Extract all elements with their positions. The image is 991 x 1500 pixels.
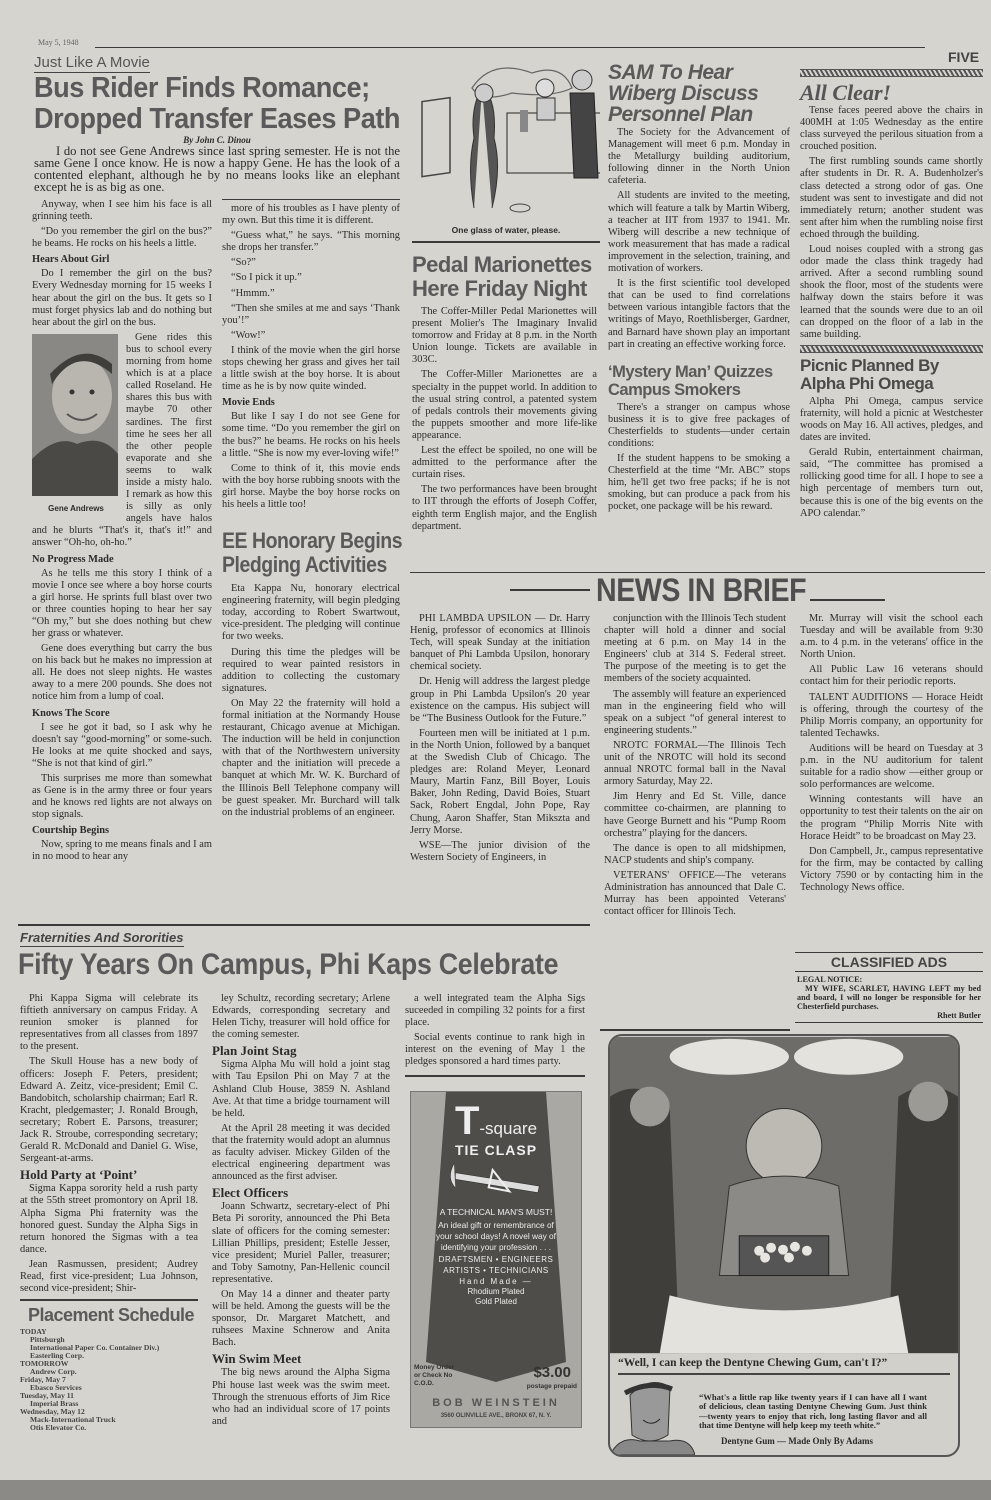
paragraph: Auditions will be heard on Tuesday at 3 p.m. in the NU auditorium for talent suitable for a radio show —either group or solo performances are welcome. <box>800 742 983 791</box>
bus-column-2 <box>222 203 400 511</box>
ad-address: 3560 OLINVILLE AVE., BRONX 67, N. Y. <box>440 1412 552 1419</box>
headline-line: Here Friday Night <box>412 276 587 301</box>
ad-made: Hand Made — <box>459 1276 533 1286</box>
paragraph: Do I remember the girl on the bus? Every Wednesday morning for 15 weeks I hear about the girl on the bus. It gets so I must forget physics lab and do nothing but hear about the girl on the bus. <box>32 268 212 328</box>
paragraph: ley Schultz, recording secretary; Arlene Edwards, corresponding secretary and Helen Tichy, treasurer will hold office for the coming semester. <box>212 993 390 1041</box>
cartoon-pedal-stack <box>412 58 600 536</box>
paragraph: Fourteen men will be initiated at 1 p.m. in the North Union, followed by a banquet at the Swedish Club of Chicago. The pledges are: Roland Meyer, Leonard Maury, Martin Fanz, Bill Boyer, Louis Baker, John Reding, David Boies, Stuart Sack, Robert Engdal, John Pope, Ray Chung, Aaron Shaffer, Stan Mikszta and Jerry Morse. <box>410 727 590 836</box>
news-banner-row <box>410 572 985 607</box>
paragraph: The Coffer-Miller Pedal Marionettes will present Molier's The Imaginary Invalid tomorrow and Friday at 8 p.m. in the North Union lounge. Tickets are available in 303C. <box>412 306 597 366</box>
placement-item: TOMORROW <box>20 1359 69 1369</box>
paragraph: Jim Henry and Ed St. Ville, dance committee co-chairmen, are planning to have George Burnett and his “Pump Room orchestra” playing for the dancers. <box>604 791 786 839</box>
dentyne-ad-wrap <box>600 1029 960 1457</box>
decorative-rule <box>800 345 983 353</box>
headline-line: Personnel Plan <box>608 103 753 126</box>
sam-mystery-stack <box>608 62 790 517</box>
paragraph: This surprises me more than somewhat as Gene is in the army three or four years and he knows red lights are not always on stop signals. <box>32 772 212 821</box>
page-date: May 5, 1948 <box>38 38 79 47</box>
headline-line: Campus Smokers <box>608 380 741 399</box>
headline-line: Bus Rider Finds Romance; <box>34 72 370 104</box>
placement-item: Otis Elevator Co. <box>30 1423 87 1433</box>
subheading: Win Swim Meet <box>212 1351 302 1367</box>
frat-column-1 <box>20 993 198 1295</box>
headline-line: EE Honorary Begins <box>222 528 403 554</box>
paragraph: more of his troubles as I have plenty of my own. But this time it is different. <box>222 203 400 227</box>
placement-schedule <box>20 1299 198 1432</box>
headline-line: ‘Mystery Man’ Quizzes <box>608 362 773 381</box>
paragraph: Alpha Phi Omega, campus service fraternity, will hold a picnic at Westchester woods on May 16. All actives, pledges, and dates are invited. <box>800 395 983 444</box>
placement-title: Placement Schedule <box>28 1305 195 1326</box>
news-column-c <box>800 613 983 897</box>
dentyne-brand: Dentyne Gum — Made Only By Adams <box>721 1436 874 1446</box>
news-column-a <box>410 613 590 867</box>
ad-professions: DRAFTSMEN • ENGINEERS <box>438 1254 554 1264</box>
subheading: Hold Party at ‘Point’ <box>20 1167 138 1183</box>
subheading: Hears About Girl <box>32 254 110 266</box>
paragraph: Phi Kappa Sigma will celebrate its fiftieth anniversary on campus Friday. A reunion smoker is planned for representatives from all classes from 1897 to the present. <box>20 993 198 1053</box>
paragraph: The Coffer-Miller Marionettes are a specialty in the puppet world. In addition to the usual string control, a patented system of pedals controls their movements giving the puppets smoother and more life-like appearance. <box>412 369 597 441</box>
paragraph: “So I pick it up.” <box>231 272 302 284</box>
headline-line: Dropped Transfer Eases Path <box>34 103 401 135</box>
paragraph: It is the first scientific tool developed that can be used to find correlations between various intangible factors that the writings of Mayo, Roethlisberger, Gardner, and Barnard have shown play an important part in creating an effective working force. <box>608 278 790 350</box>
mystery-article <box>608 402 790 514</box>
ad-plate: Rhodium Plated <box>467 1286 525 1296</box>
headline-line: Picnic Planned By <box>800 355 939 375</box>
portrait-photo <box>32 334 118 496</box>
paragraph: conjunction with the Illinois Tech student chapter will hold a dinner and social meeting at 6 p.m. on May 14 in the Engineers' club at 314 S. Federal street. The purpose of the meeting is to get the members of the society acquainted. <box>604 613 786 685</box>
ad-price: $3.00 <box>533 1363 571 1381</box>
paragraph: Mr. Murray will visit the school each Tuesday and will be available from 9:30 a.m. to 4 p.m. in the veterans' office in the North Union. <box>800 613 983 661</box>
subheading: Courtship Begins <box>32 825 110 837</box>
cartoon-illustration <box>412 58 600 218</box>
paragraph: “Hmmm.” <box>231 287 275 299</box>
paragraph: All students are invited to the meeting, which will feature a talk by Martin Wiberg, a teacher at IIT from 1937 to 1941. Mr. Wiberg will describe a new technique of work measurement that has made a radical improvement in the selection, training, and motivation of workers. <box>608 190 790 275</box>
placement-item: Mack-International Truck <box>30 1415 116 1425</box>
paragraph: Jean Rasmussen, president; Audrey Read, first vice-president; Lua Johnson, second vice-president; Shir- <box>20 1258 198 1295</box>
placement-item: Tuesday, May 11 <box>20 1391 74 1401</box>
paragraph: Now, spring to me means finals and I am in no mood to hear any <box>32 839 212 863</box>
paragraph: If the student happens to be smoking a Chesterfield at the time “Mr. ABC” stops him, he'll get two free packs; if he is not smoking, but can produce a pack from his pocket, one package will be his reward. <box>608 453 790 513</box>
paragraph: Gene rides this bus to school every morning from home which is at a place called Roseland. He shares this bus with maybe 70 other sardines. The first time he sees her all the other people evaporate and she seems to walk inside a misty halo. I remark as how this is silly as only angels have halos and he blurts “That's it, that's it!” and answer “Oh-ho, oh-ho.” <box>32 331 212 549</box>
placement-list <box>20 1328 198 1432</box>
bus-column-1 <box>32 199 212 867</box>
paragraph: “Guess what,” he says. “This morning she drops her transfer.” <box>222 230 400 254</box>
page-number: FIVE <box>948 49 980 65</box>
subheading: Plan Joint Stag <box>212 1043 297 1059</box>
paragraph: The two performances have been brought to IIT through the efforts of Joseph Coffer, eighth term English major, and the English department. <box>412 484 597 532</box>
subheading: Knows The Score <box>32 707 110 719</box>
paragraph: Social events continue to rank high in interest on the evening of May 1 the pledges sponsored a hard times party. <box>405 1032 585 1068</box>
subheading: Elect Officers <box>212 1185 289 1201</box>
headline-line: Pledging Activities <box>222 552 387 578</box>
paragraph: But like I say I do not see Gene for some time. “Do you remember the girl on the bus?” he beams. He rocks on his heels a little. “She is now my ever-loving wife!” <box>222 411 400 459</box>
paragraph: “Do you remember the girl on the bus?” he beams. He rocks on his heels a little. <box>32 226 212 250</box>
news-banner: NEWS IN BRIEF <box>596 572 807 608</box>
frat-column-3 <box>405 993 585 1077</box>
paragraph: VETERANS' OFFICE—The veterans Administration has announced that Dale C. Murray has been appointed Veterans' contact officer for Illinois Tech. <box>604 869 786 918</box>
paragraph: Gerald Rubin, entertainment chairman, said, “The committee has promised a rollicking good time for all. I hope to see a high percentage of members turn out, because this is one of the big events on the APO calendar.” <box>800 447 983 519</box>
ee-article <box>222 583 400 819</box>
picnic-article <box>800 396 983 520</box>
paragraph: Sigma Kappa sorority held a rush party at the 55th street promontory on April 18. Alpha Sigma Phi fraternity was the honored guest. Sunday the Alpha Sigs in return honored the Sigmas with a tea dance. <box>20 1183 198 1255</box>
page-bottom-edge <box>0 1480 991 1500</box>
ad-title-square: -square <box>479 1118 538 1138</box>
lede: I do not see Gene Andrews since last spring semester. He is not the same Gene I once know. He is now a happy Gene. He has the look of a contented elephant, although he by no means looks like an elephant except he is as big as one. <box>34 144 400 194</box>
paragraph: a well integrated team the Alpha Sigs suceeded in compiling 32 points for a first place. <box>405 993 585 1029</box>
headline <box>34 72 401 135</box>
paragraph: Eta Kappa Nu, honorary electrical engineering fraternity, will begin pledging today, according to Robert Swartwout, vice-president. The pledging will continue for two weeks. <box>222 583 400 643</box>
paragraph: Dr. Henig will address the largest pledge group in Phi Lambda Upsilon's 20 year existence on the campus. His subject will be “The Business Outlook for the Future.” <box>410 676 590 724</box>
paragraph: Loud noises coupled with a strong gas odor made the class think tragedy had arrived. After a second rumbling sound shook the floor, most of the students were halfway down the stairs before it was learned that the sounds were due to an oil can dropped on the floor of a lab in the same building. <box>800 244 983 340</box>
paragraph: The Skull House has a new body of officers: Joseph F. Peters, president; Edward A. Zeitz, vice-president; Emil C. Bandobitch, scholarship chairman; Earl R. Kracht, pledgemaster; J. Ronald Brough, secretary; Robert E. Parsons, treasurer; Jack R. Stroube, corresponding secretary; Gerald R. McDonald and Daniel G. Wise, Sergeant-at-arms. <box>20 1056 198 1165</box>
paragraph: NROTC FORMAL—The Illinois Tech unit of the NROTC will hold its second annual NROTC formal ball in the Naval armory Saturday, May 22. <box>604 739 786 788</box>
allclear-article <box>800 105 983 341</box>
ad-body: An ideal gift or remembrance of your school days! A novel way of identifying your profession . . . <box>436 1219 556 1252</box>
byline: By John C. Dinou <box>183 135 251 145</box>
dentyne-quote: “What's a little rap like twenty years if I can have all I want of delicious, clean tasting Dentyne Chewing Gum. Just think—twenty years to enjoy that rich, long lasting flavor and all that time Dentyne will help keep my teeth white.” <box>699 1391 927 1431</box>
placement-item: TODAY <box>20 1327 47 1337</box>
ad-postage: postage prepaid <box>526 1382 577 1390</box>
paragraph: At the April 28 meeting it was decided that the fraternity would adopt an alumnus as faculty adviser. Mickey Gilden of the electrical engineering department was announced as the first adviser. <box>212 1122 390 1183</box>
paragraph: I see he got it bad, so I ask why he doesn't say “good-morning” or some-such. He looks at me quite shocked and says, “She is not that kind of girl.” <box>32 721 212 769</box>
paragraph: Don Campbell, Jr., campus representative for the firm, may be contacted by calling Victory 7590 or by contacting him in the Technology News office. <box>800 845 983 893</box>
placement-item: Pittsburgh <box>30 1335 65 1345</box>
smiling-man-icon <box>610 1375 695 1455</box>
paragraph: “So?” <box>231 257 256 269</box>
pedal-headline <box>412 253 600 301</box>
ad-seller: BOB WEINSTEIN <box>432 1396 560 1409</box>
placement-item: International Paper Co. Container Div.) <box>30 1343 160 1353</box>
paragraph: TALENT AUDITIONS — Horace Heidt is offering, through the courtesy of the Philip Morris company, an opportunity for talented Techawks. <box>800 691 983 739</box>
banner-rule-right <box>810 599 885 601</box>
paragraph: On May 14 a dinner and theater party will be held. Among the guests will be the sponsor, Dr. Margaret Matchett, and ruhsees Maxine Schnerow and Anita Bach. <box>212 1288 390 1349</box>
classified-title: CLASSIFIED ADS <box>795 953 983 972</box>
placement-item: Andrew Corp. <box>30 1367 77 1377</box>
classified-section <box>795 952 983 1023</box>
subheading: Movie Ends <box>222 397 275 409</box>
paragraph: The first rumbling sounds came shortly after students in Dr. R. A. Budenholzer's class detected a strong odor of gas. One student was sent to investigate and did not immediately return; another student was sent after him when the rumbling noise first echoed through the building. <box>800 156 983 240</box>
paragraph: As he tells me this story I think of a movie I once see where a boy horse courts a girl horse. He sprints full blast over two or three counties hoping to hear her say “Oh my,” but she does nothing but chew her grass or whatever. <box>32 567 212 639</box>
paragraph: Come to think of it, this movie ends with the boy horse rubbing snoots with the girl horse. Maybe the boy horse rocks on his heels a little too! <box>222 462 400 510</box>
subheading: No Progress Made <box>32 553 114 565</box>
frat-column-3-stack <box>405 993 585 1428</box>
paragraph: There's a stranger on campus whose business it is to give free packages of Chesterfields to students—under certain conditions: <box>608 401 790 449</box>
ad-title-t: T <box>454 1098 480 1143</box>
paragraph: The dance is open to all midshipmen, NACP students and ship's company. <box>604 842 786 866</box>
tie-clasp-icon <box>421 1158 571 1198</box>
paragraph: “Wow!” <box>231 329 266 341</box>
headline-line: Pedal Marionettes <box>412 252 592 277</box>
paragraph: Lest the effect be spoiled, no one will be admitted to the performance after the curtain rises. <box>412 445 597 481</box>
paragraph: The assembly will feature an experienced man in the engineering field who will speak on a subject “of general interest to engineering students.” <box>604 688 786 736</box>
paragraph: All Public Law 16 veterans should contact him for their periodic reports. <box>800 664 983 688</box>
placement-item: Wednesday, May 12 <box>20 1407 85 1417</box>
kicker: Just Like A Movie <box>34 54 150 71</box>
paragraph: During this time the pledges will be required to wear painted resistors in addition to collecting the customary signatures. <box>222 646 400 694</box>
dentyne-ad <box>608 1034 960 1457</box>
picnic-headline <box>800 357 983 393</box>
classified-ad <box>795 972 983 1020</box>
top-rule <box>95 47 925 48</box>
paragraph: PHI LAMBDA UPSILON — Dr. Harry Henig, professor of economics at Illinois Tech, will speak Sunday at the initiation banquet of Phi Lambda Upsilon, honorary chemical society. <box>410 613 590 673</box>
sam-headline <box>608 62 790 125</box>
frat-column-1-stack <box>20 993 198 1432</box>
cartoon-caption: One glass of water, please. <box>451 225 561 235</box>
paragraph: The Society for the Advancement of Management will meet 6 p.m. Monday in the Metallurgy building auditorium, following dinner in the North Union cafeteria. <box>608 127 790 187</box>
paragraph: Anyway, when I see him his face is all grinning teeth. <box>32 199 212 223</box>
classified-text: MY WIFE, SCARLET, HAVING LEFT my bed and board, I will no longer be responsible for her Chesterfield purchases. <box>797 984 981 1011</box>
allclear-headline: All Clear! <box>800 80 892 105</box>
dentyne-illustration <box>610 1036 958 1354</box>
ad-tagline: A TECHNICAL MAN'S MUST! <box>439 1206 553 1217</box>
bus-article-header <box>34 54 400 193</box>
photo-caption: Gene Andrews <box>48 503 104 513</box>
bus-column-1b <box>32 332 212 864</box>
paragraph: WSE—The junior division of the Western Society of Engineers, in <box>410 839 590 863</box>
frat-column-2 <box>212 993 390 1431</box>
paragraph: Tense faces peered above the chairs in 400MH at 1:05 Wednesday as the entire class surveyed the perilous situation from a crouched position. <box>800 105 983 153</box>
right-column-stack <box>800 69 983 523</box>
news-column-b <box>604 613 786 921</box>
headline-line: Wiberg Discuss <box>608 82 759 105</box>
ad-professions: ARTISTS • TECHNICIANS <box>443 1265 549 1275</box>
pedal-article <box>412 306 597 533</box>
ad-payment: Money Order or Check No C.O.D. <box>414 1363 455 1387</box>
placement-item: Easterling Corp. <box>30 1351 84 1361</box>
paragraph: Winning contestants will have an opportunity to test their talents on the air on the program “Philip Morris Nite with Horace Heidt” to be broadcast on May 23. <box>800 794 983 842</box>
ad-plate: Gold Plated <box>475 1296 517 1306</box>
paragraph: Joann Schwartz, secretary-elect of Phi Beta Pi sorority, announced the Phi Beta slate of officers for the coming semester: Lillian Phillips, president; Estelle Jesser, vice president; Muriel Paller, treasurer; and Toby Samotny, Pan-Hellenic council representative. <box>212 1201 390 1285</box>
mystery-headline <box>608 363 790 399</box>
section-rule <box>600 1029 790 1031</box>
section-label: Fraternities And Sororities <box>20 930 184 945</box>
ee-headline <box>222 528 403 578</box>
photo-figure <box>32 334 120 513</box>
paragraph: “Then she smiles at me and says ‘Thank you’!” <box>222 302 400 326</box>
bus-column-2-stack <box>222 199 403 822</box>
banner-rule-left <box>510 589 590 591</box>
paragraph: I think of the movie when the girl horse stops chewing her grass and gives her tail a little swish at the boy horse. It is about time as he is by now quite winded. <box>222 344 400 393</box>
headline-line: SAM To Hear <box>608 61 733 84</box>
ad-product: TIE CLASP <box>454 1141 538 1158</box>
bus-column-1a <box>32 199 212 329</box>
frat-headline: Fifty Years On Campus, Phi Kaps Celebrate <box>18 948 559 981</box>
dentyne-caption: “Well, I can keep the Dentyne Chewing Gum, can't I?” <box>618 1356 950 1375</box>
headline-line: Alpha Phi Omega <box>800 373 934 393</box>
paragraph: On May 22 the fraternity will hold a formal initiation at the Normandy House restaurant, Chicago avenue at Michigan. The induction will be held in conjunction with that of the Northwestern university chapter and the initiation will precede a banquet at which Mr. W. K. Burchard of the Illinois Bell Telephone company will be guest speaker. Mr. Burchard will talk on the industrial problems of an engineer. <box>222 697 400 818</box>
paragraph: Sigma Alpha Mu will hold a joint stag with Tau Epsilon Phi on May 7 at the Ashland Club House, 3859 N. Ashland Ave. At that time a bridge tournament will be held. <box>212 1059 390 1119</box>
placement-item: Ebasco Services <box>30 1383 82 1393</box>
decorative-rule <box>800 69 983 77</box>
frat-header <box>18 924 590 983</box>
cartoon <box>412 58 600 243</box>
sam-article <box>608 127 790 351</box>
paragraph: The big news around the Alpha Sigma Phi house last week was the swim meet. Through the strenuous efforts of Jim Rice who had an individual score of 17 points and <box>212 1367 390 1427</box>
classified-label: LEGAL NOTICE: <box>797 975 863 984</box>
tsquare-ad <box>410 1091 582 1428</box>
placement-item: Imperial Brass <box>30 1399 79 1409</box>
placement-item: Friday, May 7 <box>20 1375 66 1385</box>
classified-signature: Rhett Butler <box>937 1011 981 1020</box>
paragraph: Gene does everything but carry the bus on his back but he makes no impression at all. He does not sleep nights. He wastes away to a mere 200 pounds. She does not notice him from a lump of coal. <box>32 643 212 703</box>
